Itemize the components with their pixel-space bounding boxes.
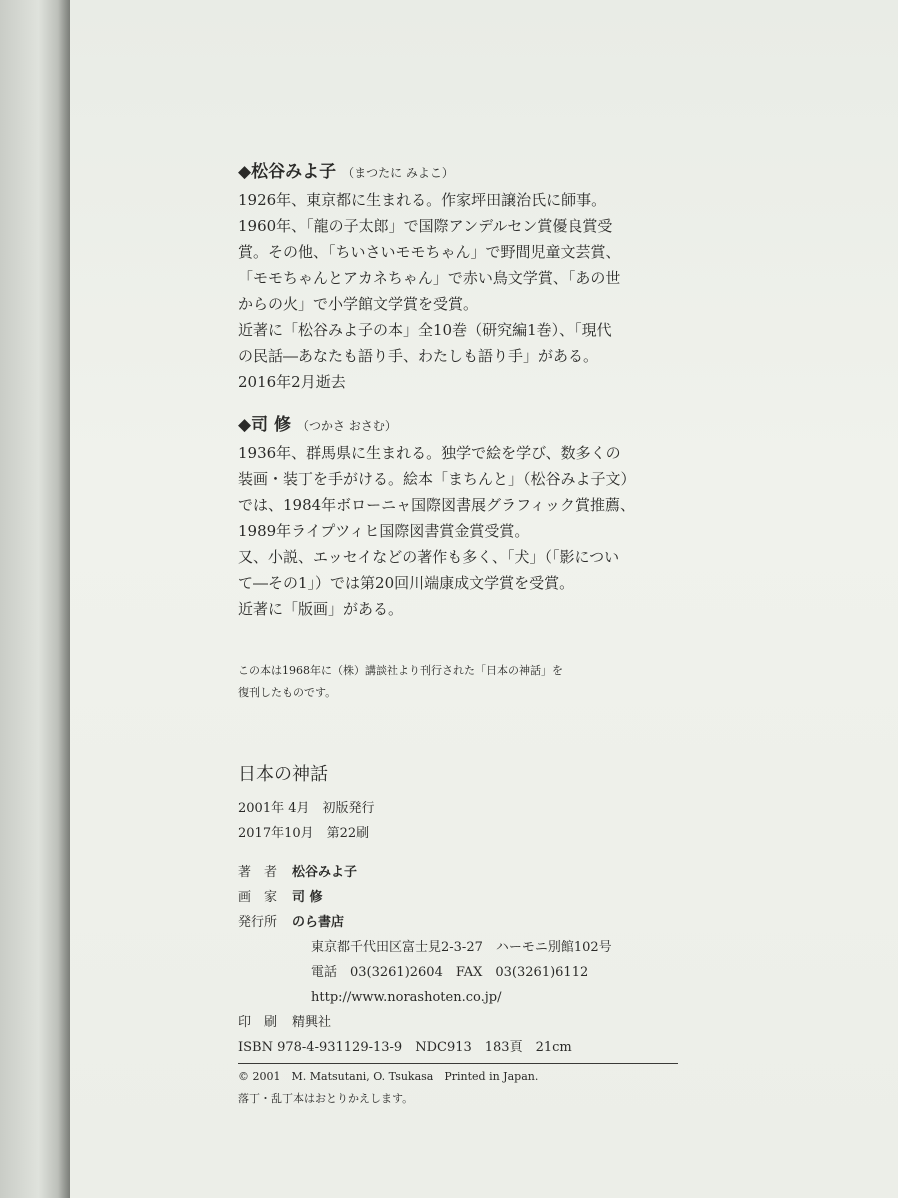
book-page	[70, 0, 898, 1198]
printer-value: 精興社	[292, 1015, 332, 1030]
bio-line: 近著に「松谷みよ子の本」全10巻（研究編1巻）、「現代	[238, 321, 612, 339]
disclaimer-line: 落丁・乱丁本はおとりかえします。	[238, 1092, 414, 1105]
author-kana: （つかさ おさむ）	[297, 419, 397, 433]
bio-line: では、1984年ボローニャ国際図書展グラフィック賞推薦、	[238, 496, 635, 514]
publisher-phone: 電話 03(3261)2604 FAX 03(3261)6112	[311, 965, 589, 980]
bio-line: 1936年、群馬県に生まれる。独学で絵を学び、数多くの	[238, 444, 621, 462]
copyright-line: © 2001 M. Matsutani, O. Tsukasa Printed in Japan.	[238, 1070, 539, 1083]
bio-line: の民話―あなたも語り手、わたしも語り手」がある。	[238, 347, 599, 365]
printer-row	[238, 1010, 738, 1035]
author-bio-tsukasa	[238, 412, 698, 622]
author-name-heading	[238, 159, 698, 185]
printer-label: 印 刷	[238, 1015, 278, 1030]
publisher-label: 発行所	[238, 915, 278, 930]
author-bio-matsutani	[238, 159, 698, 395]
bio-line: 近著に「版画」がある。	[238, 600, 404, 618]
illustrator-value: 司 修	[292, 890, 323, 905]
publisher-url: http://www.norashoten.co.jp/	[311, 990, 502, 1005]
isbn-line: ISBN 978-4-931129-13-9 NDC913 183頁 21cm	[238, 1040, 572, 1055]
colophon	[238, 760, 738, 1110]
bio-line: 1926年、東京都に生まれる。作家坪田譲治氏に師事。	[238, 191, 607, 209]
bio-line: 1989年ライプツィヒ国際図書賞金賞受賞。	[238, 522, 530, 540]
bio-line: 装画・装丁を手がける。絵本「まちんと」（松谷みよ子文）	[238, 470, 636, 488]
publisher-row	[238, 910, 738, 935]
reprint-note	[238, 660, 698, 704]
book-title: 日本の神話	[238, 764, 328, 785]
bio-line: 又、小説、エッセイなどの著作も多く、「犬」（「影につい	[238, 548, 620, 566]
author-name: ◆司 修	[238, 415, 291, 435]
bio-line: からの火」で小学館文学賞を受賞。	[238, 295, 479, 313]
illustrator-row	[238, 885, 738, 910]
printing-date: 2017年10月 第22刷	[238, 826, 370, 841]
note-line: この本は1968年に（株）講談社より刊行された「日本の神話」を	[238, 664, 563, 677]
author-name: ◆松谷みよ子	[238, 162, 337, 182]
author-label: 著 者	[238, 865, 278, 880]
bio-line: 賞。その他、「ちいさいモモちゃん」で野間児童文芸賞、	[238, 243, 621, 261]
publisher-address: 東京都千代田区富士見2-3-27 ハーモニ別館102号	[311, 940, 612, 955]
author-row	[238, 860, 738, 885]
first-edition-date: 2001年 4月 初版発行	[238, 801, 375, 816]
illustrator-label: 画 家	[238, 890, 278, 905]
publisher-value: のら書店	[292, 915, 345, 930]
bio-line: 「モモちゃんとアカネちゃん」で赤い鳥文学賞、「あの世	[238, 269, 621, 287]
author-value: 松谷みよ子	[292, 865, 358, 880]
divider	[238, 1063, 678, 1064]
bio-line: 2016年2月逝去	[238, 373, 346, 391]
bio-line: て―その1」）では第20回川端康成文学賞を受賞。	[238, 574, 575, 592]
note-line: 復刊したものです。	[238, 686, 337, 699]
bio-line: 1960年、「龍の子太郎」で国際アンデルセン賞優良賞受	[238, 217, 613, 235]
author-kana: （まつたに みよこ）	[342, 166, 454, 180]
author-name-heading	[238, 412, 698, 438]
